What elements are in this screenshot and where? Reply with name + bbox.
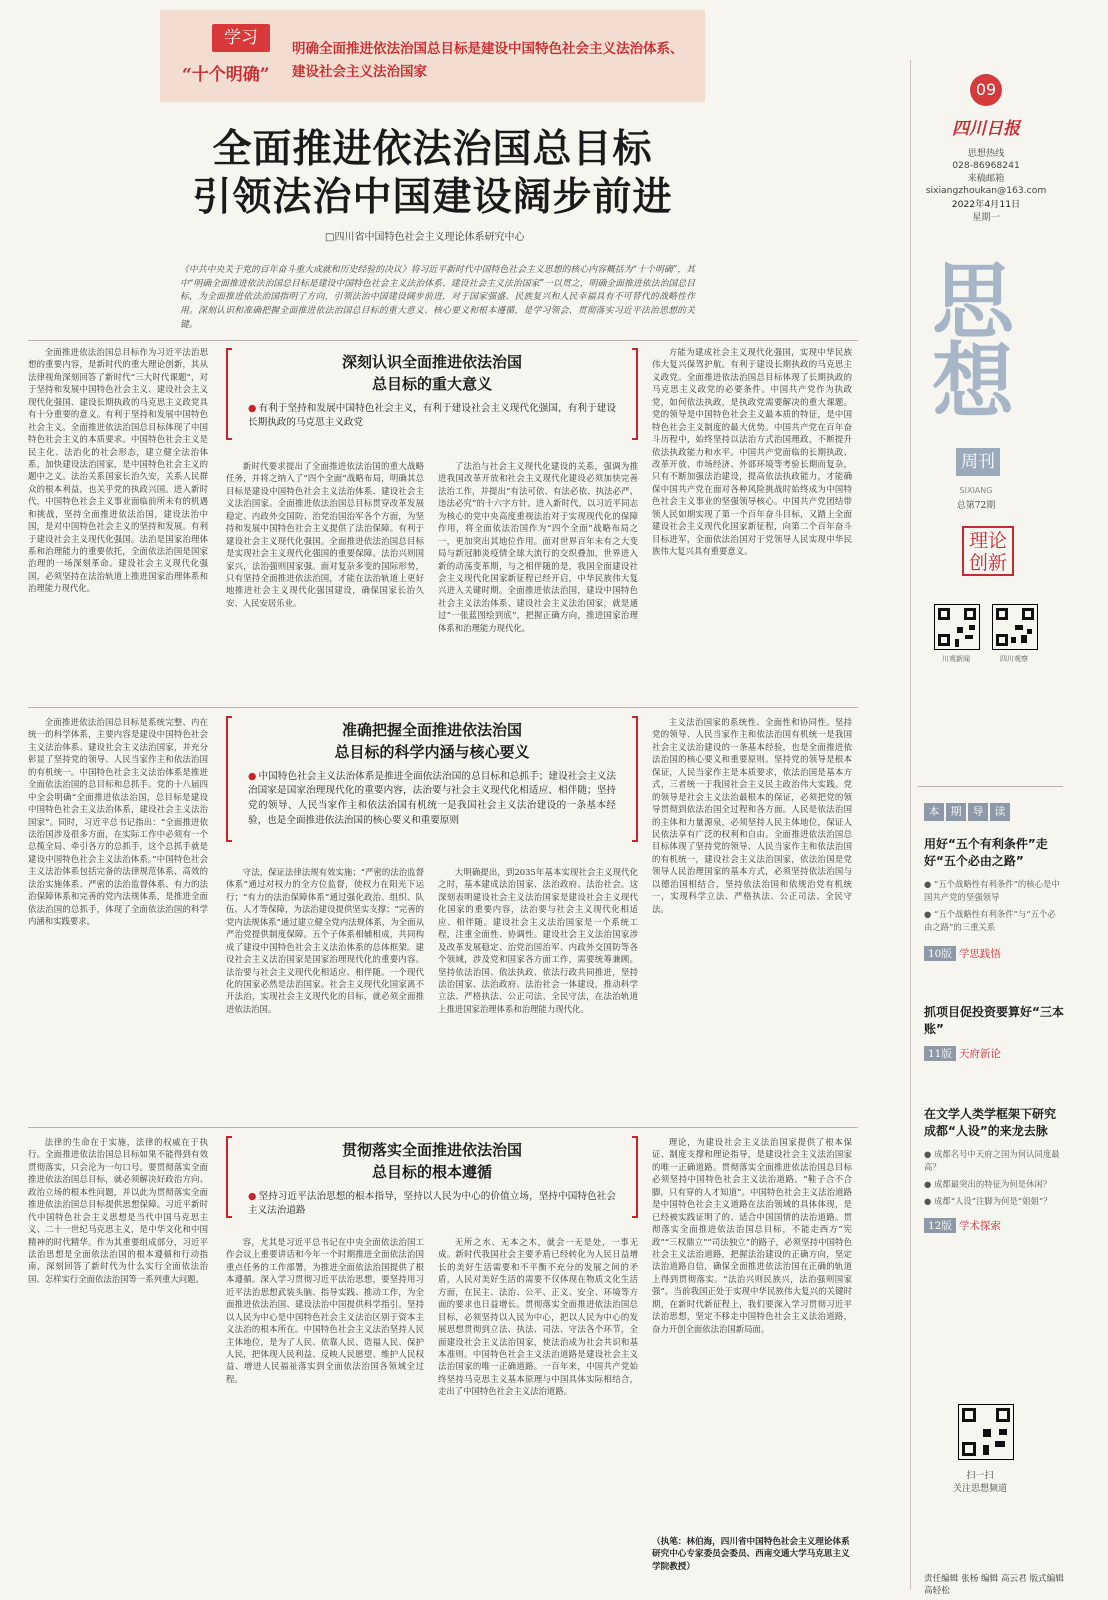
article-3-title[interactable]: 在文学人类学框架下研究成都“人设”的来龙去脉	[924, 1107, 1057, 1138]
issue-date: 2022年4月11日	[951, 199, 1021, 210]
page-number: 09	[970, 74, 1002, 106]
article-3-bullet: ● 成都最突出的特征为何是休闲？	[924, 1179, 1052, 1189]
intro-paragraph: 《中共中央关于党的百年奋斗重大成就和历史经验的决议》将习近平新时代中国特色社会主义思想的核心内容概括为“十个明确”，其中“明确全面推进依法治国总目标是建设中国特色社会主义法治体系、建设社会主义法治国家”一以贯之，明确全面推进依法治国总目标，为全面推进依法治国指明了方向，引领法治中国建设阔步前进，对于国家强盛、民族复兴和人民幸福具有不可替代的战略性作用。深刻认识和准确把握全面推进依法治国总目标的重大意义、核心要义和根本遵循，是学习领会、贯彻落实习近平法治思想的关键。	[180, 265, 695, 330]
byline: □四川省中国特色社会主义理论体系研究中心	[325, 232, 525, 243]
section-3-summary: ● 坚持习近平法治思想的根本指导，坚持以人民为中心的价值立场，坚持中国特色社会主义法治道路	[248, 1190, 616, 1220]
article-3-page: 12版 学术探索	[924, 1218, 1001, 1233]
banner-message: 明确全面推进依法治国总目标是建设中国特色社会主义法治体系、建设社会主义法治国家	[292, 41, 684, 81]
issue-number: 总第72期	[956, 501, 996, 511]
pinyin-label: SIXIANG	[959, 486, 993, 495]
s3-column-right: 理论，为建设社会主义法治国家提供了根本保证、制度支撑和理论指导，是建设社会主义法治国家的唯一正确道路。贯彻落实全面推进依法治国总目标必须坚持中国特色社会主义法治道路。“鞋子合不合脚，只有穿的人才知道”。中国特色社会主义法治道路是中国特色社会主义道路在法治领域的具体体现，是已经被实践证明了的、适合中国国情的法治道路。贯彻落实全面推进依法治国总目标，不能走西方“宪政”“三权鼎立”“司法独立”的路子，必须坚持中国特色社会主义法治道路，把握法治建设的正确方向，坚定法治道路自信，确保全面推进依法治国在正确的轨道上得到贯彻落实。“法治兴则民族兴，法治强则国家强”。当前我国正处于实现中华民族伟大复兴的关键时期，在新时代新征程上，我们要深入学习贯彻习近平法治思想，坚定不移走中国特色社会主义法治道路，奋力开创全面依法治国新局面。	[652, 1137, 852, 1334]
s2-column-right: 主义法治国家的系统性、全面性和协同性。坚持党的领导、人民当家作主和依法治国有机统一是我国社会主义法治建设的一条基本经验，也是全面推进依法治国的核心要义和重要原则。坚持党的领导是根本保证，人民当家作主是本质要求，依法治国是基本方式，三者统一于我国社会主义民主政治伟大实践。党的领导是社会主义法治最根本的保证，必须把党的领导贯彻到依法治国全过程和各方面。人民是依法治国的主体和力量源泉，必须坚持人民主体地位，保证人民依法享有广泛的权利和自由。全面推进依法治国总目标体现了坚持党的领导、人民当家作主和依法治国的有机统一，建设社会主义法治国家，依法治国是党领导人民治理国家的基本方式，必须坚持依法治国与以德治国相结合，坚持依法治国和依规治党有机统一，实现科学立法、严格执法、公正司法、全民守法。	[652, 717, 852, 914]
article-3-bullet: ● 成都名号中天府之国为何认同度最高？	[924, 1149, 1060, 1172]
headline-line1: 全面推进依法治国总目标	[212, 127, 653, 172]
sixiang-title: 思 想	[931, 254, 1014, 431]
s2-column-left: 全面推进依法治国总目标是系统完整、内在统一的科学体系，主要内容是建设中国特色社会主义法治体系、建设社会主义法治国家，并充分彰显了坚持党的领导、人民当家作主和依法治国的有机统一。中国特色社会主义法治体系是推进全面依法治国的总目标和总抓手。党的十八届四中全会明确“全面推进依法治国，总目标是建设中国特色社会主义法治体系，建设社会主义法治国家”。同时，习近平总书记指出：“全面推进依法治国涉及很多方面，在实际工作中必须有一个总揽全局、牵引各方的总抓手，这个总抓手就是建设中国特色社会主义法治体系。”中国特色社会主义法治体系包括完备的法律规范体系、高效的法治实施体系、严密的法治监督体系、有力的法治保障体系和完善的党内法规体系，是推进全面依法治国的总抓手，体现了全面依法治国的科学内涵和实践要求。	[28, 717, 208, 926]
section-1-title: 深刻认识全面推进依法治国 总目标的重大意义	[341, 353, 522, 393]
editors-credit: 责任编辑 张杨 编辑 高云君 版式编辑 高轻松	[924, 1574, 1064, 1596]
section-3-box	[226, 1136, 638, 1218]
qr1-label: 川观新闻	[942, 655, 970, 663]
s1-column-left: 全面推进依法治国总目标作为习近平法治思想的重要内容，是新时代的重大理论创新，其从法律视角深刻回答了新时代“三大时代课题”，对于坚持和发展中国特色社会主义、建设社会主义现代化强国、建设长期执政的马克思主义政党具有十分重要的意义。有利于坚持和发展中国特色社会主义。全面推进依法治国总目标体现了中国特色社会主义的本质要求。中国特色社会主义是民主化、法治化的社会形态，建立健全法治体系，加快建设法治国家，是中国特色社会主义的题中之义。法治关系国家长治久安，关系人民群众的根本利益，也关乎党的执政兴国。进入新时代，中国特色社会主义事业面临前所未有的机遇和挑战，坚持全面推进依法治国，建设法治中国，是对中国特色社会主义的坚持和发展。有利于建设社会主义现代化强国。法治是国家治理体系和治理能力的重要依托，全面依法治国是国家治理的一场深刻革命。建设社会主义现代化强国，必须坚持在法治轨道上推进国家治理体系和治理能力现代化。	[28, 347, 208, 594]
ten-clear-label: “十个明确”	[182, 65, 270, 85]
s3-column-left: 法律的生命在于实施，法律的权威在于执行。全面推进依法治国总目标如果不能得到有效贯彻落实，只会沦为一句口号。要贯彻落实全面推进依法治国总目标，就必须解决好政治方向、政治立场的根本性问题，并以此为贯彻落实全面推进依法治国总目标提供思想保障。习近平新时代中国特色社会主义思想是当代中国马克思主义、二十一世纪马克思主义，是中华文化和中国精神的时代精华。作为其重要组成部分，习近平法治思想是全面依法治国的根本遵循和行动指南，深刻回答了新时代为什么实行全面依法治国、怎样实行全面依法治国等一系列重大问题。	[28, 1137, 208, 1284]
article-1-bullet: ● “五个战略性有利条件”的核心是中国共产党的坚强领导	[924, 879, 1060, 902]
article-2-page: 11版 天府新论	[924, 1046, 1001, 1061]
article-3-bullet: ● 成都“人设”注脚为何是“姐姐”？	[924, 1196, 1052, 1206]
section-2-title: 准确把握全面推进依法治国 总目标的科学内涵与核心要义	[334, 721, 530, 761]
s2-column-mid2: 大明确提出，到2035年基本实现社会主义现代化之时，基本建成法治国家、法治政府、法治社会。这深刻表明建设社会主义法治国家是建设社会主义现代化国家的重要内容，法治要与社会主义现代化相适应、相伴随。建设社会主义法治国家是一个系统工程，注重全面性、协调性。建设社会主义法治国家涉及改革发展稳定、治党治国治军、内政外交国防等各个领域，涉及党和国家各方面工作，需要统筹兼顾。坚持依法治国、依法执政、依法行政共同推进，坚持法治国家、法治政府、法治社会一体建设，推动科学立法、严格执法、公正司法、全民守法，在法治轨道上推进国家治理体系和治理能力现代化。	[438, 867, 638, 1014]
weekly-label: 周刊	[956, 448, 1000, 476]
article-1-title[interactable]: 用好“五个有利条件”走好“五个必由之路”	[924, 837, 1048, 868]
s3-column-mid2: 无所之水、无本之木，就会一无是处，一事无成。新时代我国社会主要矛盾已经转化为人民日益增长的美好生活需要和不平衡不充分的发展之间的矛盾，人民对美好生活的需要不仅体现在物质文化生活方面，在民主、法治、公平、正义、安全、环境等方面的要求也日益增长。贯彻落实全面推进依法治国总目标，必须坚持以人民为中心，把以人民为中心的发展思想贯彻到立法、执法、司法、守法各个环节，全面建设社会主义法治国家，使法治成为社会共识和基本准则。中国特色社会主义法治道路是建设社会主义法治国家的唯一正确道路。一百年来，中国共产党始终坚持马克思主义基本原理与中国具体实际相结合，走出了中国特色社会主义法治道路。	[438, 1237, 638, 1397]
study-tag: 学习	[212, 24, 270, 52]
headline-line2: 引领法治中国建设阔步前进	[192, 175, 673, 220]
section-2-summary: ● 中国特色社会主义法治体系是推进全面依法治国的总目标和总抓手；建设社会主义法治国家是国家治理现代化的重要内容，法治要与社会主义现代化相适应、相伴随；坚持党的领导、人民当家作主和依法治国有机统一是我国社会主义法治建设的一条基本经验，也是全面推进依法治国的核心要义和重要原则	[248, 770, 616, 829]
hotline-label: 思想热线	[967, 148, 1005, 159]
section-3-title: 贯彻落实全面推进依法治国 总目标的根本遵循	[341, 1141, 522, 1181]
qr-code-icon	[992, 604, 1038, 650]
s3-column-mid: 容，尤其是习近平总书记在中央全面依法治国工作会议上重要讲话和今年一个时期推进全面依法治国重点任务的工作部署，为推进全面依法治国提供了根本遵循。深入学习贯彻习近平法治思想，要坚持用习近平法治思想武装头脑、指导实践、推动工作，为全面推进依法治国、建设法治中国提供科学指引。坚持以人民为中心是中国特色社会主义法治区别于资本主义法治的根本所在。中国特色社会主义法治坚持人民主体地位，是为了人民、依靠人民、造福人民、保护人民，把体现人民利益、反映人民愿望、维护人民权益、增进人民福祉落实到全面依法治国各领域全过程。	[226, 1237, 424, 1384]
header-banner	[160, 10, 705, 102]
weekday: 星期一	[972, 212, 1000, 223]
email-address: sixiangzhoukan@163.com	[925, 185, 1047, 196]
theory-innovation-seal: 理论 创新	[962, 526, 1014, 576]
section-1-summary: ● 有利于坚持和发展中国特色社会主义，有利于建设社会主义现代化强国，有利于建设长期执政的马克思主义政党	[248, 402, 616, 432]
weekly-reading-label: 本 期 导 读	[924, 800, 1014, 818]
s2-column-mid: 守法，保证法律法规有效实施；“严密的法治监督体系”通过对权力的全方位监督，使权力在阳光下运行；“有力的法治保障体系”通过强化政治、组织、队伍、人才等保障，为法治建设提供坚实支撑；“完善的党内法规体系”通过建立健全党内法规体系，为全面从严治党提供制度保障。五个子体系相辅相成，共同构成了建设中国特色社会主义法治体系的总体框架。建设社会主义法治国家是国家治理现代化的重要内容。法治要与社会主义现代化相适应、相伴随。一个现代化的国家必然是法治国家。社会主义现代化国家离不开法治，实现社会主义现代化的目标，就必须全面推进依法治国。	[226, 867, 424, 1014]
scan-prompt: 扫一扫 关注思想频道	[952, 1471, 1007, 1494]
newspaper-logo: 四川日报	[952, 119, 1020, 139]
article-2-title[interactable]: 抓项目促投资要算好“三本账”	[924, 1005, 1064, 1036]
section-2-box	[226, 716, 638, 842]
s1-column-mid: 新时代要求提出了全面推进依法治国的重大战略任务，并将之纳入了“四个全面”战略布局，明确其总目标是建设中国特色社会主义法治体系、建设社会主义法治国家。全面推进依法治国总目标贯穿改革发展稳定、内政外交国防、治党治国治军各个方面，为坚持和发展中国特色社会主义提供了法治保障。有利于建设社会主义现代化强国。全面推进依法治国总目标是实现社会主义现代化强国的重要保障。法治兴则国家兴，法治强则国家强。面对复杂多变的国际形势，只有坚持全面推进依法治国，才能在法治轨道上更好地推进社会主义现代化强国建设，确保国家长治久安、人民安居乐业。	[226, 461, 424, 608]
section-1-box	[226, 348, 638, 440]
qr2-label: 四川观察	[1000, 655, 1028, 663]
qr-code-icon	[958, 1404, 1014, 1460]
s1-column-mid2: 了法治与社会主义现代化建设的关系，强调为推进我国改革开放和社会主义现代化建设必须加快完善法治工作，并提出“有法可依、有法必依、执法必严、违法必究”的十六字方针。进入新时代，以习近平同志为核心的党中央高度重视法治对于实现现代化的保障作用，将全面依法治国作为“四个全面”战略布局之一，更加突出其地位作用。面对世界百年未有之大变局与新冠肺炎疫情全球大流行的交织叠加，世界进入新的动荡变革期，与之相伴随的是，我国全面建设社会主义现代化国家新征程已经开启，中华民族伟大复兴进入关键时期。全面推进依法治国，建设中国特色社会主义法治体系、建设社会主义法治国家，就是通过“一张蓝图绘到底”，把握正确方向，推进国家治理体系和治理能力现代化。	[438, 461, 638, 633]
article-1-bullet: ● “五个战略性有利条件”与“五个必由之路”的三重关系	[924, 909, 1056, 932]
hotline-number: 028-86968241	[952, 160, 1020, 171]
email-label: 来稿邮箱	[967, 173, 1005, 184]
s1-column-right: 方能为建成社会主义现代化强国，实现中华民族伟大复兴保驾护航。有利于建设长期执政的马克思主义政党。全面推进依法治国总目标体现了长期执政的马克思主义政党的必要条件。中国共产党作为执政党，如何依法执政，是执政党需要解决的重大课题。党的领导是中国特色社会主义最本质的特征，是中国特色社会主义制度的最大优势。中国共产党在百年奋斗历程中，始终坚持以法治方式治国理政，不断提升依法执政能力和水平。中国共产党面临的长期执政、改革开放、市场经济、外部环境等考验长期而复杂，只有不断加强法治建设，提高依法执政能力，才能确保中国共产党在面对各种风险挑战时始终成为中国特色社会主义事业的坚强领导核心。中国共产党团结带领人民如期实现了第一个百年奋斗目标，又踏上全面建设社会主义现代化国家新征程，向第二个百年奋斗目标进军，全面依法治国对于党领导人民实现中华民族伟大复兴具有重要意义。	[652, 347, 852, 556]
article-1-page: 10版 学思践悟	[924, 946, 1001, 961]
author-note: （执笔：林伯海，四川省中国特色社会主义理论体系研究中心专家委员会委员、西南交通大学马克思主义学院教授）	[652, 1537, 850, 1572]
qr-code-icon	[934, 604, 980, 650]
